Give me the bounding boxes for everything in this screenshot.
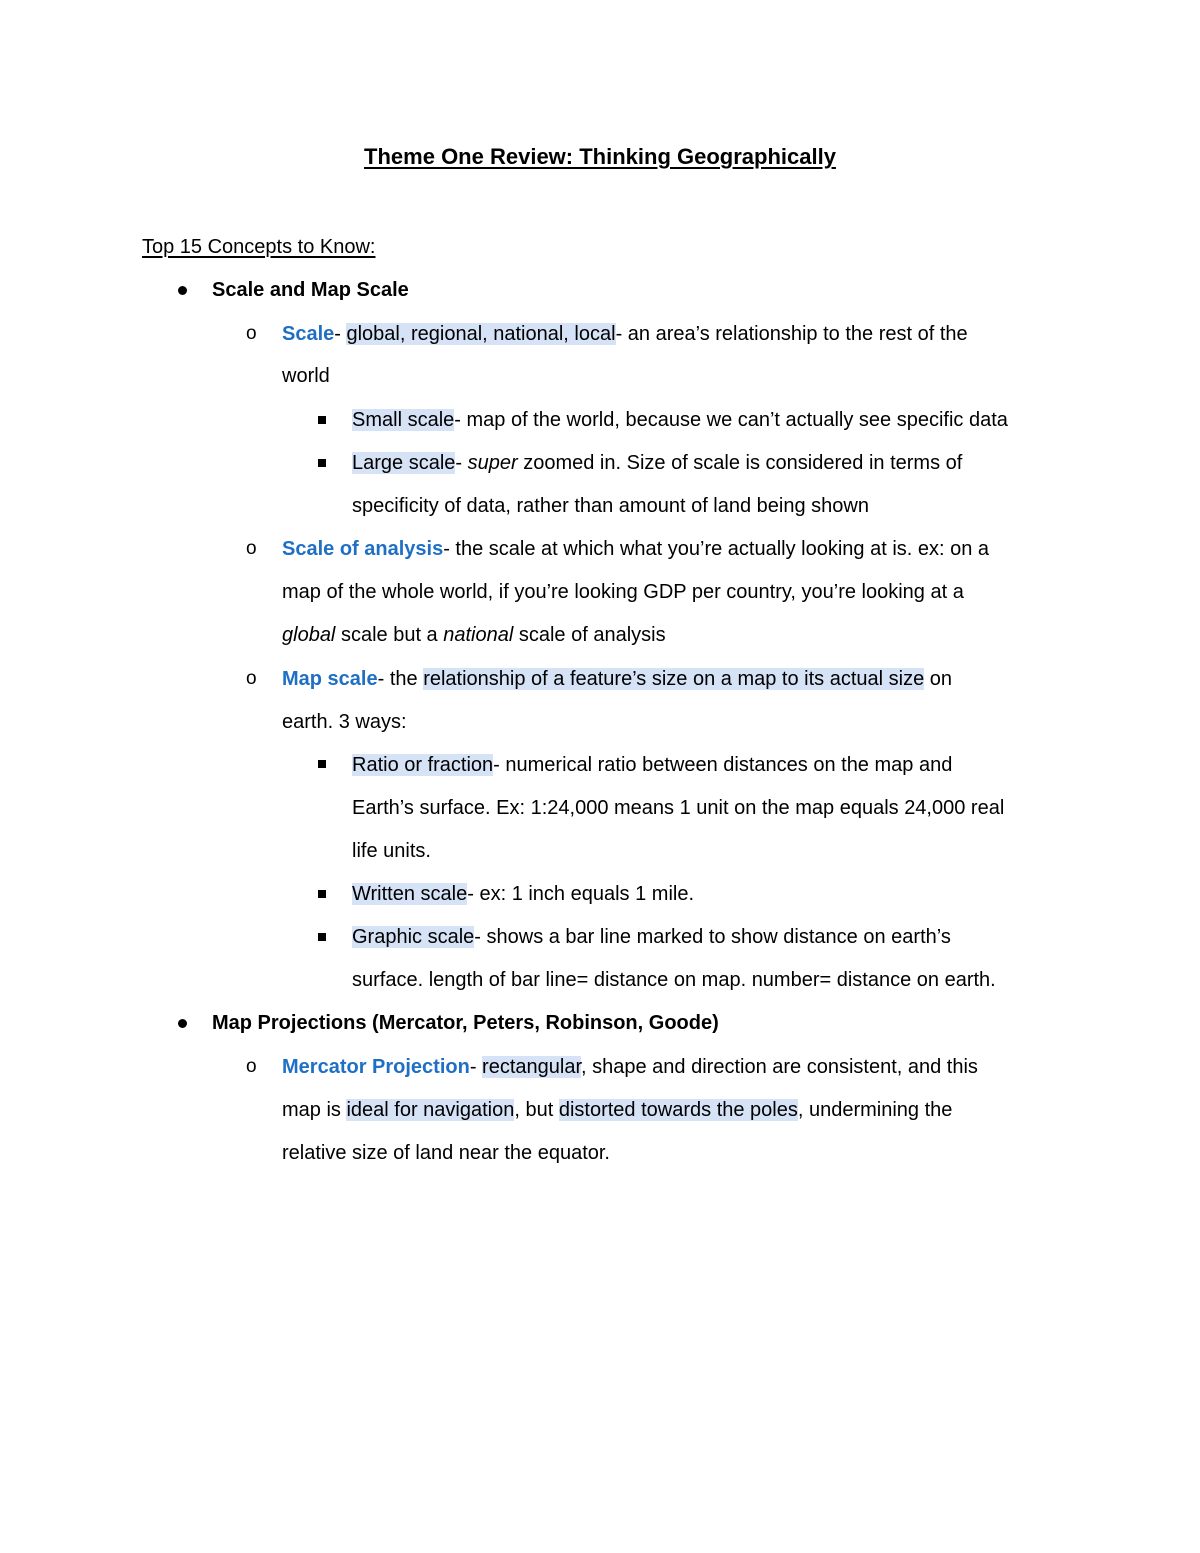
large-scale-dash: - — [455, 452, 468, 474]
square-bullet-icon — [318, 760, 326, 768]
ratio-item — [352, 751, 952, 779]
circle-bullet-icon: o — [246, 538, 257, 559]
mercator-line3: relative size of land near the equator. — [282, 1142, 610, 1164]
mercator-dash: - — [469, 1056, 483, 1078]
highlight-large-scale: Large scale — [352, 452, 456, 474]
highlight-map-scale: relationship of a feature’s size on a map to its actual size — [423, 668, 925, 690]
scale-of-analysis-line3 — [282, 621, 666, 649]
section-heading-projections: Map Projections (Mercator, Peters, Robinson, Goode) — [212, 1012, 719, 1034]
graphic-scale-rest: - shows a bar line marked to show distance on earth’s — [474, 926, 951, 948]
highlight-ratio: Ratio or fraction — [352, 754, 494, 776]
highlight-distorted: distorted towards the poles — [558, 1099, 798, 1121]
line3-end: scale of analysis — [513, 624, 666, 646]
written-scale-item — [352, 880, 694, 908]
mercator-item — [282, 1053, 978, 1081]
square-bullet-icon — [318, 416, 326, 424]
square-bullet-icon — [318, 890, 326, 898]
mercator-rest: , shape and direction are consistent, and this — [581, 1056, 978, 1078]
circle-bullet-icon: o — [246, 323, 257, 344]
scale-rest: - an area’s relationship to the rest of the — [615, 323, 968, 345]
map-scale-post: on — [924, 668, 953, 690]
scale-of-analysis-rest: - the scale at which what you’re actually looking at is. ex: on a — [443, 538, 990, 560]
map-scale-pre: - the — [377, 668, 424, 690]
ratio-line3: life units. — [352, 840, 431, 862]
italic-global: global — [282, 624, 336, 646]
large-scale-rest: zoomed in. Size of scale is considered in terms of — [517, 452, 963, 474]
small-scale-rest: - map of the world, because we can’t actually see specific data — [454, 409, 1008, 431]
circle-bullet-icon: o — [246, 1056, 257, 1077]
bullet-icon — [178, 1019, 187, 1028]
term-dash: - — [334, 323, 347, 345]
highlight-graphic-scale: Graphic scale — [352, 926, 475, 948]
bullet-icon — [178, 286, 187, 295]
graphic-scale-line2: surface. length of bar line= distance on map. number= distance on earth. — [352, 969, 996, 991]
mercator-line2 — [282, 1096, 952, 1124]
intro-heading: Top 15 Concepts to Know: — [142, 236, 376, 258]
square-bullet-icon — [318, 933, 326, 941]
mercator-line2-post: , undermining the — [797, 1099, 953, 1121]
ratio-rest: - numerical ratio between distances on the map and — [493, 754, 953, 776]
scale-of-analysis-item — [282, 535, 989, 563]
mercator-line2-pre: map is — [282, 1099, 347, 1121]
mercator-line2-mid: , but — [514, 1099, 559, 1121]
term-mercator: Mercator Projection — [282, 1056, 470, 1078]
highlight-rectangular: rectangular — [482, 1056, 582, 1078]
circle-bullet-icon: o — [246, 668, 257, 689]
graphic-scale-item — [352, 923, 951, 951]
highlight-navigation: ideal for navigation — [346, 1099, 515, 1121]
written-scale-rest: - ex: 1 inch equals 1 mile. — [467, 883, 695, 905]
term-scale: Scale — [282, 323, 335, 345]
scale-of-analysis-line2: map of the whole world, if you’re looking GDP per country, you’re looking at a — [282, 581, 964, 603]
section-heading-scale: Scale and Map Scale — [212, 279, 409, 301]
italic-national: national — [443, 624, 514, 646]
small-scale-item — [352, 406, 1008, 434]
square-bullet-icon — [318, 459, 326, 467]
scale-line2: world — [282, 365, 330, 387]
large-scale-item — [352, 449, 962, 477]
highlight-scale-levels: global, regional, national, local — [346, 323, 616, 345]
map-scale-item — [282, 665, 952, 693]
highlight-small-scale: Small scale — [352, 409, 455, 431]
scale-definition — [282, 320, 968, 348]
map-scale-line2: earth. 3 ways: — [282, 711, 407, 733]
ratio-line2: Earth’s surface. Ex: 1:24,000 means 1 unit on the map equals 24,000 real — [352, 797, 1005, 819]
line3-mid: scale but a — [335, 624, 444, 646]
term-scale-of-analysis: Scale of analysis — [282, 538, 444, 560]
document-title: Theme One Review: Thinking Geographically — [364, 144, 836, 169]
large-scale-line2: specificity of data, rather than amount of land being shown — [352, 495, 869, 517]
large-scale-italic: super — [467, 452, 518, 474]
highlight-written-scale: Written scale — [352, 883, 468, 905]
term-map-scale: Map scale — [282, 668, 378, 690]
